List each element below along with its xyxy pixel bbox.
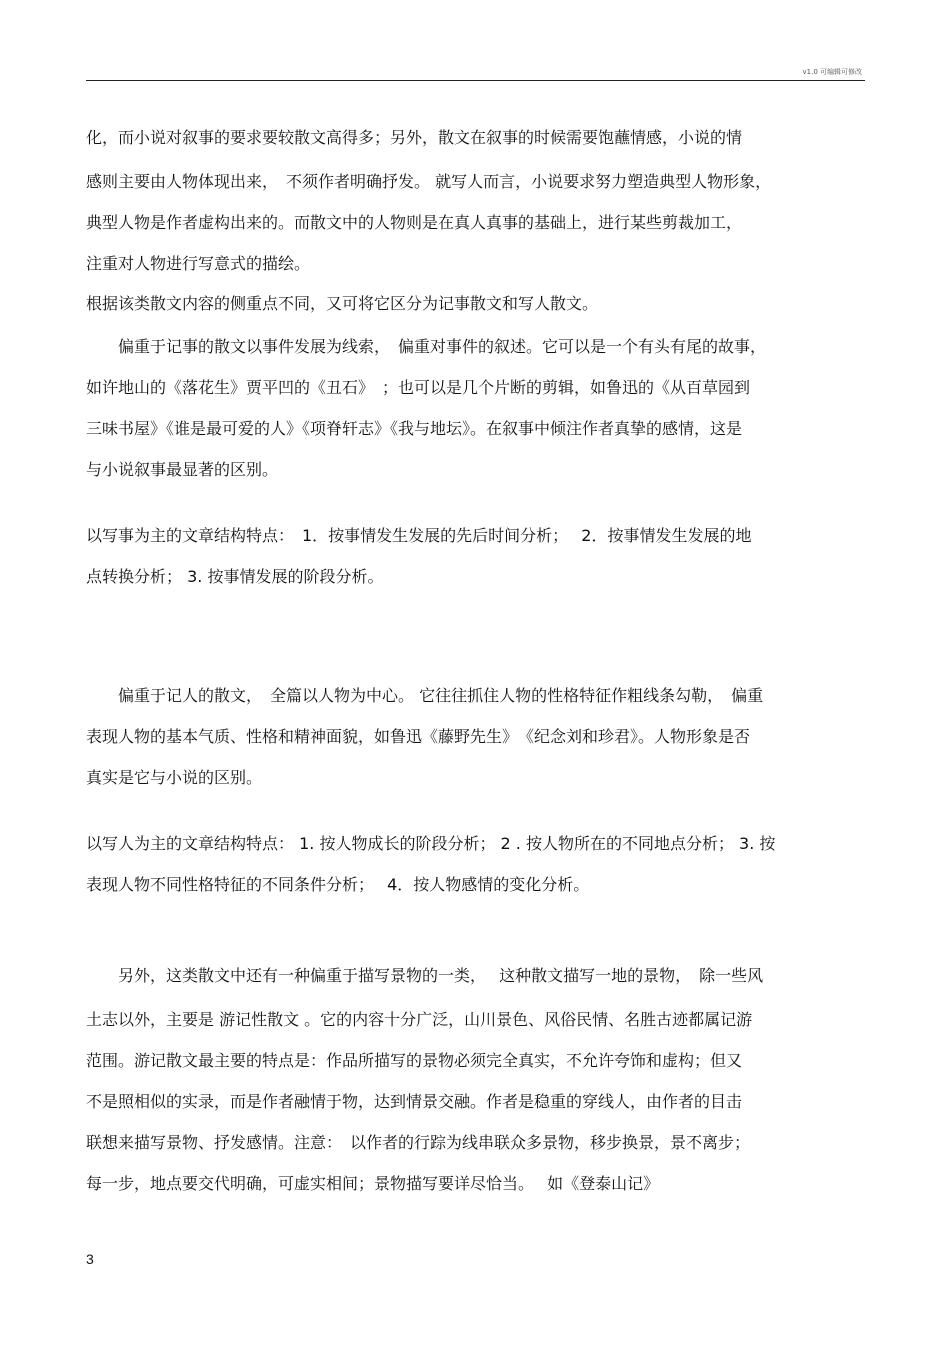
text-line: 三味书屋》《谁是最可爱的人》《项脊轩志》《我与地坛》。在叙事中倾注作者真挚的感情，这是 (86, 419, 743, 438)
text-line: 联想来描写景物、抒发感情。注意： 以作者的行踪为线串联众多景物，移步换景，景不离步； (86, 1133, 751, 1152)
text-line: 另外，这类散文中还有一种偏重于描写景物的一类， 这种散文描写一地的景物， 除一些风 (86, 966, 764, 985)
text-line: 以写事为主的文章结构特点： 1．按事情发生发展的先后时间分析； 2．按事情发生发展的地 (86, 526, 752, 545)
header-divider (86, 80, 865, 81)
text-line: 表现人物不同性格特征的不同条件分析； 4．按人物感情的变化分析。 (86, 875, 590, 894)
text-line: 每一步，地点要交代明确，可虚实相间；景物描写要详尽恰当。 如《登泰山记》 (86, 1174, 660, 1193)
text-line: 典型人物是作者虚构出来的。而散文中的人物则是在真人真事的基础上，进行某些剪裁加工， (86, 213, 743, 232)
text-line: 范围。游记散文最主要的特点是：作品所描写的景物必须完全真实，不允许夸饰和虚构；但又 (86, 1051, 743, 1070)
text-line: 与小说叙事最显著的区别。 (86, 460, 279, 479)
text-line: 表现人物的基本气质、性格和精神面貌，如鲁迅《藤野先生》 《纪念刘和珍君》。人物形象是否 (86, 727, 751, 746)
text-line: 点转换分析； 3. 按事情发展的阶段分析。 (86, 567, 384, 586)
text-line: 以写人为主的文章结构特点： 1. 按人物成长的阶段分析； 2 . 按人物所在的不同地点分析； 3. 按 (86, 834, 776, 853)
text-line: 根据该类散文内容的侧重点不同，又可将它区分为记事散文和写人散文。 (86, 294, 599, 313)
text-line: 不是照相似的实录，而是作者融情于物，达到情景交融。作者是稳重的穿线人，由作者的目击 (86, 1092, 743, 1111)
text-line: 感则主要由人物体现出来， 不须作者明确抒发。 就写人而言，小说要求努力塑造典型人物形象， (86, 172, 772, 191)
text-line: 土志以外，主要是 游记性散文 。它的内容十分广泛，山川景色、风俗民情、名胜古迹都属记游 (86, 1010, 753, 1029)
text-line: 化，而小说对叙事的要求要较散文高得多；另外，散文在叙事的时候需要饱蘸情感，小说的情 (86, 128, 743, 147)
page-number: 3 (86, 1251, 94, 1267)
text-line: 偏重于记事的散文以事件发展为线索， 偏重对事件的叙述。它可以是一个有头有尾的故事， (86, 337, 767, 356)
text-line: 真实是它与小说的区别。 (86, 768, 263, 787)
text-line: 如许地山的《落花生》贾平凹的《丑石》 ；也可以是几个片断的剪辑，如鲁迅的《从百草园到 (86, 378, 751, 397)
text-line: 注重对人物进行写意式的描绘。 (86, 254, 311, 273)
version-label: v1.0 可编辑可修改 (802, 68, 862, 76)
text-line: 偏重于记人的散文， 全篇以人物为中心。 它往往抓住人物的性格特征作粗线条勾勒， 偏重 (86, 686, 764, 705)
